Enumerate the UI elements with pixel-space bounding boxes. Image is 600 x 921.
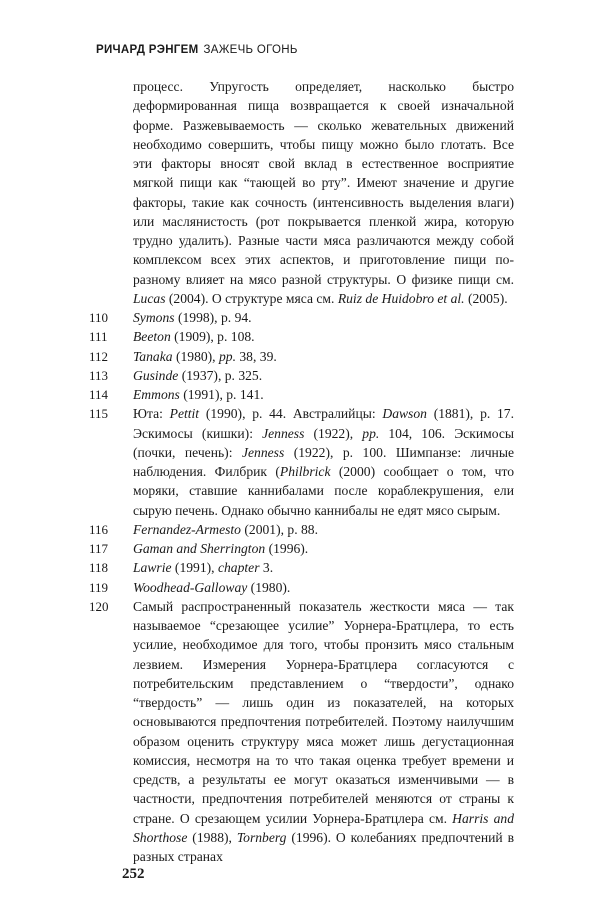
citation-italic: Harris and Shorthose	[133, 810, 514, 845]
note-text: процесс. Упругость определяет, насколько быстро деформированная пища возвращается к своей изначальной форме. Разжевываемость — сколько жевательных движений необходимо совершить, чтобы пищу можно было глотать. Все эти факторы вносят свой вклад в естественное восприятие мягкой пищи как “тающей во рту”. Имеют значение и другие факторы, такие как сочность (интенсивность выделения влаги) или маслянистость (рот покрывается пленкой жира, которую трудно удалить). Разные части мяса различаются между собой комплексом всех этих аспектов, и приготовление пищи по-разному влияет на мясо разной структуры. О физике пищи см.	[133, 79, 514, 287]
footnote-number: 110	[89, 310, 109, 325]
footnote-number: 112	[89, 348, 109, 364]
footnote-number: 118	[89, 560, 109, 576]
note-text: Юта:	[133, 406, 170, 422]
note-text: (1996).	[265, 541, 309, 556]
citation-italic: pp.	[362, 425, 380, 441]
citation-italic: Ruiz de Huidobro et al.	[337, 290, 465, 306]
note-text: (1980),	[172, 348, 219, 364]
note-text: (1996). О колебаниях предпочтений в разных странах	[133, 829, 514, 864]
footnote	[89, 347, 514, 366]
footnote-number: 114	[89, 387, 109, 402]
footnote-number: 111	[89, 329, 108, 345]
running-head-author: РИЧАРД РЭНГЕМ	[96, 44, 199, 56]
footnote-number: 115	[89, 406, 109, 422]
citation-italic: Fernandez-Armesto	[133, 521, 241, 537]
note-text: (2000) сообщает о том, что моряки, ставшие каннибалами после кораблекрушения, ели сырую печень. Однако обычно каннибалы не едят мясо сырым.	[133, 464, 514, 518]
note-text: (1909), p. 108.	[170, 329, 255, 345]
citation-italic: Symons	[133, 310, 175, 325]
note-text: (1922), p. 100. Шимпанзе: личные наблюдения. Филбрик (	[133, 444, 515, 479]
notes-list	[89, 308, 515, 866]
note-text: 3.	[259, 560, 274, 576]
citation-italic: pp.	[218, 348, 236, 364]
page-number: 252	[122, 866, 145, 882]
footnote	[89, 597, 514, 867]
footnote-number: 116	[89, 521, 109, 537]
citation-italic: Gaman and Sherrington	[133, 541, 266, 556]
footnote	[89, 520, 514, 539]
footnote	[89, 578, 514, 597]
note-text: (1980).	[247, 579, 291, 595]
footnote-number: 117	[89, 541, 109, 556]
note-text: (1991),	[171, 560, 218, 576]
citation-italic: Gusinde	[133, 367, 179, 383]
citation-italic: Dawson	[382, 406, 427, 422]
note-text: 38, 39.	[235, 348, 277, 364]
note-text: (1881), p. 17. Эскимосы (кишки):	[133, 406, 514, 441]
footnote-number: 120	[89, 598, 109, 614]
footnote	[89, 539, 514, 558]
note-text: (1990), p. 44. Австралийцы:	[199, 406, 383, 422]
citation-italic: Tornberg	[236, 829, 287, 845]
note-text: (1988),	[187, 829, 237, 845]
citation-italic: chapter	[217, 560, 260, 576]
footnote	[89, 327, 514, 346]
note-text: (1922),	[304, 425, 363, 441]
note-text: (1937), p. 325.	[178, 367, 263, 383]
note-text: (2005).	[464, 290, 508, 306]
citation-italic: Philbrick	[279, 464, 331, 479]
note-text: (2004). О структуре мяса см.	[165, 290, 338, 306]
citation-italic: Jenness	[262, 425, 305, 441]
note-text: 104, 106. Эскимосы (почки, печень):	[133, 425, 514, 460]
intro-paragraph	[133, 77, 514, 308]
footnote-number: 119	[89, 579, 109, 595]
citation-italic: Beeton	[133, 329, 171, 345]
citation-italic: Tanaka	[133, 348, 173, 364]
footnote	[89, 308, 514, 327]
notes-body	[89, 77, 515, 866]
note-text: (2001), p. 88.	[240, 521, 319, 537]
citation-italic: Emmons	[133, 387, 180, 402]
citation-italic: Lucas	[133, 290, 166, 306]
citation-italic: Jenness	[241, 444, 285, 460]
citation-italic: Pettit	[169, 406, 200, 422]
running-head	[96, 44, 298, 56]
note-text: Самый распространенный показатель жесткости мяса — так называемое “срезающее усилие” Уорнера-Братцлера, то есть усилие, необходимое для того, чтобы пронзить мясо стальным лезвием. Измерения Уорнера-Братцлера согласуются с потребительским представлением о “твердости”, однако “твердость” — лишь один из показателей, на которых основываются предпочтения потребителей. Поэтому наилучшим образом оценить структуру мяса может лишь дегустационная комиссия, несмотря на то что такая оценка требует времени и средств, а результаты ее могут оказаться изменчивыми — в частности, предпочтения потребителей меняются от страны к стране. О срезающем усилии Уорнера-Братцлера см.	[133, 598, 514, 826]
note-text: (1991), p. 141.	[179, 387, 264, 402]
citation-italic: Lawrie	[133, 560, 172, 576]
footnote	[89, 366, 514, 385]
footnote	[89, 404, 515, 520]
footnote	[89, 558, 514, 577]
footnote-number: 113	[89, 367, 109, 383]
footnote	[89, 385, 514, 404]
note-text: (1998), p. 94.	[174, 310, 252, 325]
citation-italic: Woodhead-Galloway	[133, 579, 248, 595]
running-head-title: ЗАЖЕЧЬ ОГОНЬ	[203, 44, 298, 56]
